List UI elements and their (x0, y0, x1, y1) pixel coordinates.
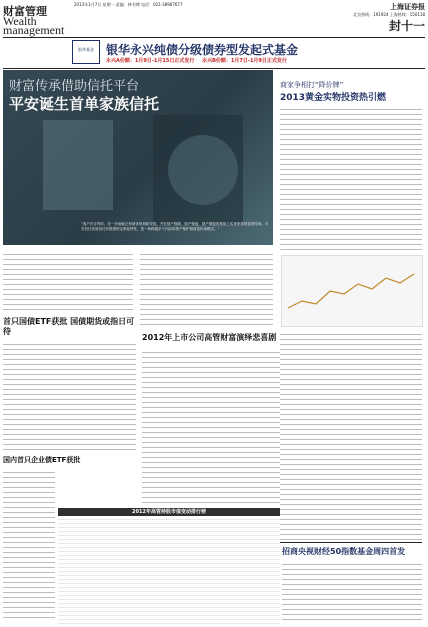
exec-wealth-body (142, 348, 280, 503)
fund-ad[interactable] (72, 38, 412, 67)
etf-headline: 首只国债ETF获批 国债期货或指日可待 (3, 317, 135, 336)
etf-story-body (3, 340, 136, 450)
trust-story-col2 (140, 250, 273, 325)
issue-meta: 2013年1月7日 星期一 责编：林书博 电话：021-38967677 (74, 2, 183, 7)
ad-subline (106, 57, 287, 64)
gold-story-body (280, 105, 422, 250)
gold-story-kicker: 商家争相打“降价牌” (280, 81, 344, 89)
fund-logo: 银华基金 (72, 40, 100, 64)
page-number: 封十一 (388, 19, 425, 33)
cmb-fund-headline: 招商央视财经50指数基金周四首发 (282, 547, 406, 556)
hero-title-line1: 财富传承借助信托平台 (9, 79, 140, 94)
bond-etf-headline: 国内首只企业债ETF获批 (3, 456, 81, 464)
gold-price-chart (281, 255, 423, 327)
exec-holdings-table (58, 508, 280, 624)
right-bottom-rule (280, 542, 422, 543)
hero-quote: “客户在订约时，在一开始就已有财务规划和安排，并在财产保障，财产保值，财产增值的基础上实现家族财富的传承。平安信托家族信托有很强的定制化特性，是一种跨越多个代际的资产保护和财富传承模式。” (81, 222, 269, 231)
masthead-right (300, 2, 425, 34)
gold-story-body-2 (280, 330, 422, 540)
gold-story-headline: 2013黄金实物投资热引燃 (280, 93, 387, 103)
ad-b-share: 永兴B份额：1月7日-1月9日正式发行 (202, 58, 287, 64)
hero-title-line2: 平安诞生首单家族信托 (9, 95, 160, 113)
exec-wealth-headline: 2012年上市公司高管财富演绎悲喜剧 (142, 333, 277, 342)
table-rows (58, 516, 280, 624)
ad-title: 银华永兴纯债分级债券型发起式基金 (106, 43, 299, 57)
cmb-fund-body (282, 560, 422, 622)
ad-a-share: 永兴A份额：1月9日-1月15日正式发行 (106, 58, 195, 64)
table-title: 2012年高管持股市值变动排行榜 (58, 508, 280, 516)
hero-photo (3, 70, 273, 245)
paper-section-cn: 财富管理 (3, 5, 47, 18)
trust-story-col1 (3, 250, 133, 310)
ad-rule (3, 68, 425, 69)
hotline: 北京热线：191924 上海热线：150118 (353, 12, 425, 17)
paper-section-en: Wealth management (3, 14, 65, 37)
gold-price-line (282, 256, 422, 326)
bond-etf-body (3, 468, 55, 618)
newspaper-brand: 上海证券报 (390, 2, 425, 11)
masthead (0, 0, 428, 38)
